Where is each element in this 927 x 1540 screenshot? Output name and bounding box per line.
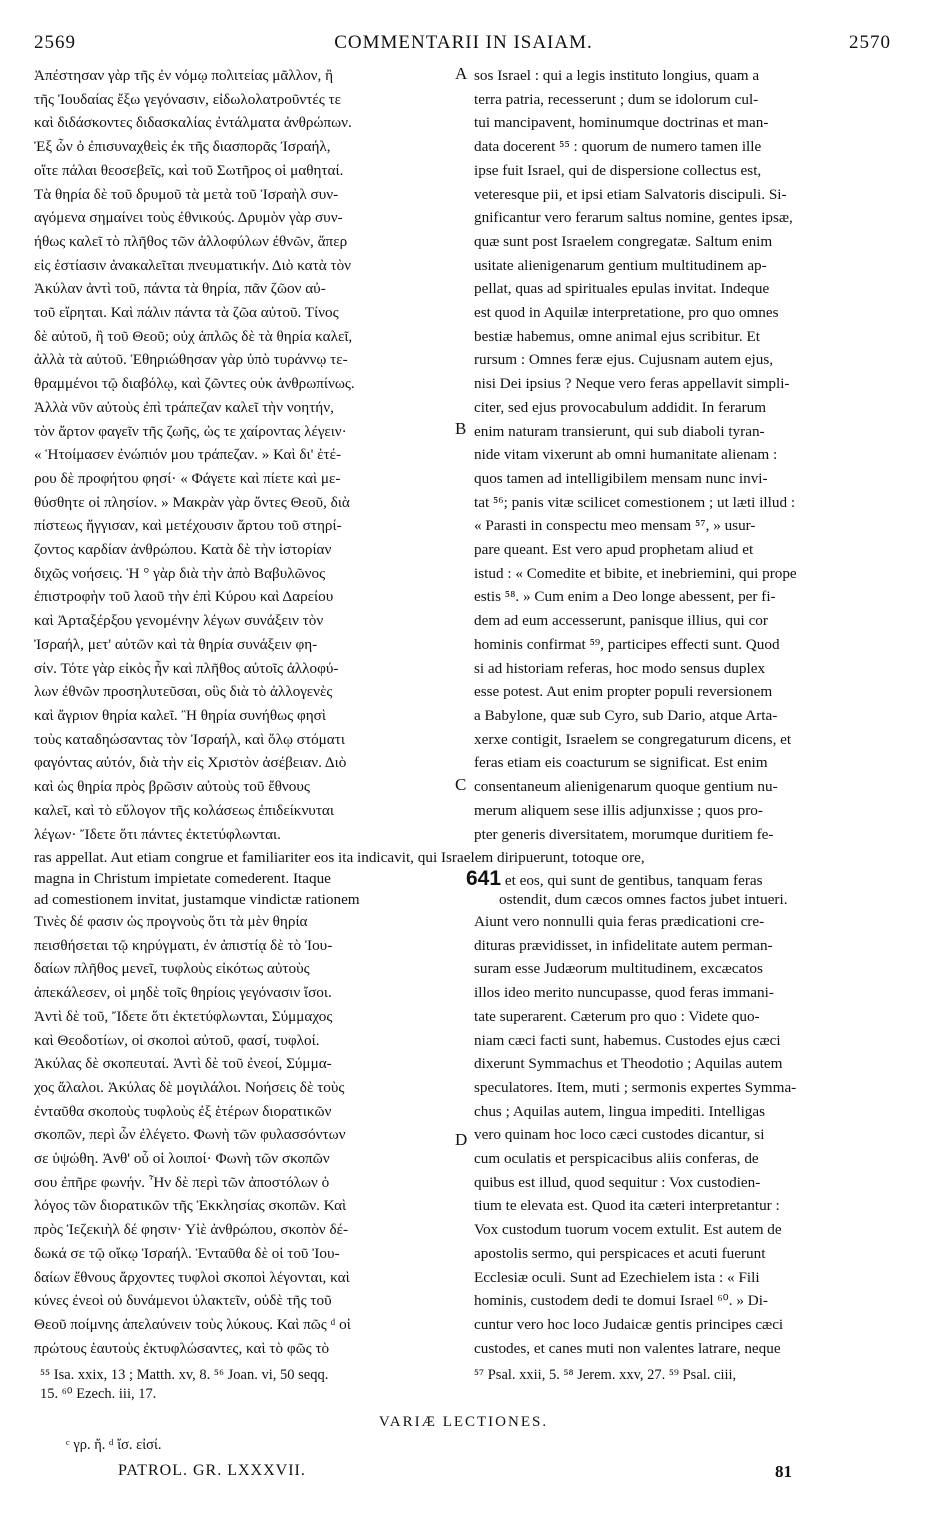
text-line: niam cæci facti sunt, habemus. Custodes ejus cæci xyxy=(474,1031,781,1049)
text-line: terra patria, recesserunt ; dum se idolorum cul- xyxy=(474,90,759,108)
text-line: Ἀκύλας δὲ σκοπευταί. Ἀντὶ δὲ τοῦ ἐνεοί, Σύμμα- xyxy=(34,1055,332,1073)
text-line: apostolis sermo, qui perspicaces et acuti fuerunt xyxy=(474,1244,766,1262)
text-line: τὸν ἄρτον φαγεῖν τῆς ζωῆς, ὡς τε χαίροντας λέγειν· xyxy=(34,422,347,440)
text-line: καὶ διδάσκοντες διδασκαλίας ἐντάλματα ἀνθρώπων. xyxy=(34,114,352,132)
text-line: Τινὲς δέ φασιν ὡς προγνοὺς ὅτι τὰ μὲν θηρία xyxy=(34,913,308,930)
text-line: feras etiam eis coacturum se significat. Est enim xyxy=(474,754,768,772)
text-line: illos ideo merito nuncupasse, quod feras immani- xyxy=(474,984,774,1002)
text-line: Ἀλλὰ νῦν αὐτοὺς ἐπὶ τράπεζαν καλεῖ τὴν νοητήν, xyxy=(34,398,334,416)
text-line: data docerent ⁵⁵ : quorum de numero tamen ille xyxy=(474,138,762,156)
text-line: pare queant. Est vero apud prophetam aliud et xyxy=(474,541,754,559)
text-line: ἐπιστροφὴν τοῦ λαοῦ τὴν ἐπὶ Κύρου καὶ Δαρείου xyxy=(34,588,334,606)
text-line: Ecclesiæ oculi. Sunt ad Ezechielem ista : « Fili xyxy=(474,1268,760,1286)
text-line: σκοπῶν, περὶ ὧν ἐλέγετο. Φωνὴ τῶν φυλασσόντων xyxy=(34,1126,346,1144)
text-line: nisi Dei ipsius ? Neque vero feras appellavit simpli- xyxy=(474,375,790,393)
text-line: καὶ ἄγριον θηρία καλεῖ. Ἢ θηρία συνήθως φησὶ xyxy=(34,706,326,724)
text-line: est quod in Aquilæ interpretatione, pro quo omnes xyxy=(474,304,779,322)
latin-column-upper xyxy=(474,64,894,846)
full-line-left: magna in Christum impietate comederent. Itaque xyxy=(34,870,331,887)
text-line: καὶ ὡς θηρία πρὸς βρῶσιν αὐτοὺς τοῦ ἔθνους xyxy=(34,778,310,796)
text-line: δαίων πλῆθος μενεῖ, τυφλοὺς εἰκότως αὐτοὺς xyxy=(34,960,310,978)
footnotes-right xyxy=(474,1366,904,1385)
text-line: estis ⁵⁸. » Cum enim a Deo longe abessent, per fi- xyxy=(474,588,776,606)
text-line: « Parasti in conspectu meo mensam ⁵⁷, » usur- xyxy=(474,517,756,535)
text-line: usitate alienigenarum gentium multitudinem ap- xyxy=(474,256,767,274)
text-line: Ἰσραήλ, μετ' αὐτῶν καὶ τὰ θηρία συνάξειν φη- xyxy=(34,635,318,653)
text-line: a Babylone, quæ sub Cyro, sub Dario, atque Arta- xyxy=(474,706,778,724)
text-line: φαγόντας αὐτόν, διὰ τὴν εἰς Χριστὸν ἀσέβειαν. Διὸ xyxy=(34,754,347,772)
text-line: consentaneum alienigenarum quoque gentium nu- xyxy=(474,778,778,796)
text-line: πεισθήσεται τῷ κηρύγματι, ἐν ἀπιστίᾳ δὲ τὸ Ἰου- xyxy=(34,936,333,954)
text-line: hominis, custodem dedi te domui Israel ⁶⁰. » Di- xyxy=(474,1292,768,1310)
text-line: διχῶς νοήσεις. Ἡ ° γὰρ διὰ τὴν ἀπὸ Βαβυλῶνος xyxy=(34,564,326,582)
text-line: ἐνταῦθα σκοποὺς τυφλοὺς ἐξ ἑτέρων διορατικῶν xyxy=(34,1102,332,1120)
text-line: πρώτους ἑαυτοὺς ἐκτυφλώσαντες, καὶ τὸ φῶς τὸ xyxy=(34,1339,330,1357)
text-line: esse potest. Aut enim propter populi reversionem xyxy=(474,683,773,701)
text-line: custodes, et canes muti non valentes latrare, neque xyxy=(474,1339,781,1357)
text-line: ζοντος καρδίαν ἀνθρώπου. Κατὰ δὲ τὴν ἱστορίαν xyxy=(34,541,332,559)
footnote-line: 15. ⁶⁰ Ezech. iii, 17. xyxy=(40,1386,157,1402)
left-column-number: 2569 xyxy=(34,32,76,53)
text-line: xerxe contigit, Israelem se congregaturum dicens, et xyxy=(474,730,792,748)
text-line: δαίων ἔθνους ἄρχοντες τυφλοὶ σκοποὶ λέγονται, καὶ xyxy=(34,1268,350,1286)
text-line: Ἀντὶ δὲ τοῦ, Ἴδετε ὅτι ἐκτετύφλωνται, Σύμμαχος xyxy=(34,1007,333,1025)
text-line: speculatores. Item, muti ; sermonis expertes Symma- xyxy=(474,1078,797,1096)
text-line: « Ἡτοίμασεν ἐνώπιόν μου τράπεζαν. » Καὶ δι' ἑτέ- xyxy=(34,446,342,464)
text-line: chus ; Aquilas autem, lingua impediti. Intelligas xyxy=(474,1102,766,1120)
variant-reading-note: ᶜ γρ. ἤ. ᵈ ἴσ. εἰσί. xyxy=(66,1437,162,1453)
text-line: δωκά σε τῷ οἴκῳ Ἰσραήλ. Ἐνταῦθα δὲ οἱ τοῦ Ἰου- xyxy=(34,1244,340,1262)
full-line: ras appellat. Aut etiam congrue et familiariter eos ita indicavit, qui Israelem diripuerunt, totoque ore, xyxy=(34,849,645,866)
text-line: ήθως καλεῖ τὸ πλῆθος τῶν ἀλλοφύλων ἐθνῶν, ἅπερ xyxy=(34,232,348,250)
text-line: σε ὑψώθη. Ἀνθ' οὗ οἱ λοιποί· Φωνὴ τῶν σκοπῶν xyxy=(34,1150,330,1168)
text-line: nide vitam vixerunt ab omni humanitate alienam : xyxy=(474,446,778,464)
text-line: θύσθητε οἱ πλησίον. » Μακρὰν γὰρ ὄντες Θεοῦ, διὰ xyxy=(34,493,350,511)
page-header xyxy=(0,32,927,60)
text-line: si ad historiam referas, hoc modo sensus duplex xyxy=(474,659,766,677)
text-line: cuntur vero hoc loco Judaicæ gentis principes cæci xyxy=(474,1315,784,1333)
text-line: τοὺς καταδηώσαντας τὸν Ἰσραήλ, καὶ ὅλῳ στόματι xyxy=(34,730,345,748)
series-signature: PATROL. GR. LXXXVII. xyxy=(118,1462,306,1479)
text-line: τῆς Ἰουδαίας ἔξω γεγόνασιν, εἰδωλολατροῦντές τε xyxy=(34,90,342,108)
text-line: πίστεως ἤγγισαν, καὶ μετέχουσιν ἄρτου τοῦ στηρί- xyxy=(34,517,342,535)
text-line: καὶ Ἀρταξέρξου γενομένην λέγων συνάξειν τὸν xyxy=(34,612,324,630)
text-line: οἵτε πάλαι θεοσεβεῖς, καὶ τοῦ Σωτῆρος οἱ μαθηταί. xyxy=(34,161,344,179)
text-line: σου ἐπῆρε φωνήν. Ἦν δὲ περὶ τῶν ἀποστόλων ὁ xyxy=(34,1173,330,1191)
greek-column-lower xyxy=(34,910,452,1360)
text-line: λων ἐθνῶν προσηλυτεῦσαι, οὓς διὰ τὸ ἀλλογενὲς xyxy=(34,683,333,701)
full-line-left: ad comestionem invitat, justamque vindictæ rationem xyxy=(34,891,360,908)
full-line-right: ostendit, dum cæcos omnes factos jubet intueri. xyxy=(499,891,788,908)
text-line: hominis confirmat ⁵⁹, participes effecti sunt. Quod xyxy=(474,635,780,653)
text-line: sos Israel : qui a legis instituto longius, quam a xyxy=(474,67,760,84)
latin-column-lower xyxy=(474,910,894,1360)
footnote-line: ⁵⁷ Psal. xxii, 5. ⁵⁸ Jerem. xxv, 27. ⁵⁹ Psal. ciii, xyxy=(474,1367,737,1383)
text-line: quæ sunt post Israelem congregatæ. Saltum enim xyxy=(474,232,773,250)
text-line: cum oculatis et perspicacibus aliis conferas, de xyxy=(474,1150,759,1168)
text-line: quibus est illud, quod sequitur : Vox custodien- xyxy=(474,1173,761,1191)
text-line: Ἐξ ὧν ὁ ἐπισυναχθεὶς ἐκ τῆς διασπορᾶς Ἰσραήλ, xyxy=(34,138,331,156)
text-line: rursum : Omnes feræ ejus. Cujusnam autem ejus, xyxy=(474,351,774,369)
footnotes-left xyxy=(40,1366,460,1404)
page-number: 81 xyxy=(775,1462,792,1481)
text-line: dituras prævidisset, in infidelitate autem perman- xyxy=(474,936,773,954)
text-line: Τὰ θηρία δὲ τοῦ δρυμοῦ τὰ μετὰ τοῦ Ἰσραὴλ συν- xyxy=(34,185,339,203)
text-line: λέγων· Ἴδετε ὅτι πάντες ἐκτετύφλωνται. xyxy=(34,825,281,843)
text-line: ρου δὲ προφήτου φησί· « Φάγετε καὶ πίετε καὶ με- xyxy=(34,469,341,487)
text-line: bestiæ habemus, omne animal ejus scribitur. Et xyxy=(474,327,760,345)
text-line: καλεῖ, καὶ τὸ εὔλογον τῆς κολάσεως ἐπιδείκνυται xyxy=(34,801,334,819)
text-line: dem ad eum accesserunt, panisque illius, qui cor xyxy=(474,612,768,630)
variae-lectiones-heading: VARIÆ LECTIONES. xyxy=(378,1414,549,1430)
text-line: αγόμενα σημαίνει τοὺς ἐθνικούς. Δρυμὸν γὰρ συν- xyxy=(34,209,343,227)
full-line xyxy=(34,889,896,910)
text-line: σίν. Τότε γὰρ εἰκὸς ἦν καὶ πλῆθος αὐτοῖς ἀλλοφύ- xyxy=(34,659,339,677)
text-line: suram esse Judæorum multitudinem, excæcatos xyxy=(474,960,763,978)
full-width-latin-lines xyxy=(34,847,896,910)
text-line: tate superarent. Cæterum pro quo : Videte quo- xyxy=(474,1007,760,1025)
text-line: pter generis diversitatem, morumque duritiem fe- xyxy=(474,825,774,843)
text-line: istud : « Comedite et bibite, et inebriemini, qui prope xyxy=(474,564,797,582)
text-line: ipse fuit Israel, qui de dispersione collectus est, xyxy=(474,161,762,179)
running-title: COMMENTARII IN ISAIAM. xyxy=(334,32,593,53)
text-line: καὶ Θεοδοτίων, οἱ σκοποὶ αὐτοῦ, φασί, τυφλοί. xyxy=(34,1031,320,1049)
text-line: τοῦ εἴρηται. Καὶ πάλιν πάντα τὰ ζῶα αὐτοῦ. Τίνος xyxy=(34,304,339,322)
text-line: δὲ αὐτοῦ, ἢ τοῦ Θεοῦ; οὐχ ἁπλῶς δὲ τὰ θηρία καλεῖ, xyxy=(34,327,353,345)
right-column-number: 2570 xyxy=(849,32,891,53)
text-line: tui mancipavent, hominumque doctrinas et man- xyxy=(474,114,769,132)
text-line: enim naturam transierunt, qui sub diaboli tyran- xyxy=(474,422,765,440)
text-line: dixerunt Symmachus et Theodotio ; Aquilas autem xyxy=(474,1055,783,1073)
text-line: pellat, quas ad spirituales epulas invitat. Indeque xyxy=(474,280,770,298)
text-line: ἀλλὰ τὰ αὐτοῦ. Ἐθηριώθησαν γὰρ ὑπὸ τυράννῳ τε- xyxy=(34,351,348,369)
text-line: Aiunt vero nonnulli quia feras prædicationi cre- xyxy=(474,913,765,930)
text-line: λόγος τῶν διορατικῶν τῆς Ἐκκλησίας σκοπῶν. Καὶ xyxy=(34,1197,347,1215)
text-line: Θεοῦ ποίμνης ἀπελαύνειν τοὺς λύκους. Καὶ πῶς ᵈ οἱ xyxy=(34,1315,351,1333)
margin-marker-d: D xyxy=(455,1130,468,1149)
text-line: ἀπεκάλεσεν, οἱ μηδὲ τοῖς θηρίοις γεγόνασιν ἴσοι. xyxy=(34,984,332,1002)
margin-marker-b: B xyxy=(455,419,467,438)
text-line: Vox custodum tuorum vocem extulit. Est autem de xyxy=(474,1221,782,1239)
text-line: Ἀκύλαν ἀντὶ τοῦ, πάντα τὰ θηρία, πᾶν ζῶον αὐ- xyxy=(34,280,326,298)
text-line: κύνες ἐνεοὶ οὐ δυνάμενοι ὑλακτεῖν, οὐδὲ τῆς τοῦ xyxy=(34,1292,332,1310)
text-line: veteresque pii, et ipsi etiam Salvatoris discipuli. Si- xyxy=(474,185,787,203)
text-line: citer, sed ejus provocabulum addidit. In ferarum xyxy=(474,398,767,416)
text-line: gnificantur vero ferarum saltus nomine, gentes ipsæ, xyxy=(474,209,793,227)
text-line: θραμμένοι τῷ διαβόλῳ, καὶ ζῶντες οὐκ ἀνθρωπίνως. xyxy=(34,375,355,393)
text-line: vero quinam hoc loco cæci custodes dicantur, si xyxy=(474,1126,765,1144)
footnote-line: ⁵⁵ Isa. xxix, 13 ; Matth. xv, 8. ⁵⁶ Joan. vi, 50 seqq. xyxy=(40,1367,329,1383)
text-line: quos tamen ad intelligibilem mensam nunc invi- xyxy=(474,469,768,487)
column-number-641: 641 et eos, qui sunt de gentibus, tanquam feras xyxy=(466,867,763,890)
text-line: tium te elevata est. Quod ita cæteri interpretantur : xyxy=(474,1197,780,1215)
text-line: tat ⁵⁶; panis vitæ scilicet comestionem ; ut læti illud : xyxy=(474,493,796,511)
text-line: πρὸς Ἰεζεκιὴλ δέ φησιν· Υἱὲ ἀνθρώπου, σκοπὸν δέ- xyxy=(34,1221,349,1239)
greek-column-upper xyxy=(34,64,452,846)
margin-marker-c: C xyxy=(455,775,467,794)
text-line: χος ἄλαλοι. Ἀκύλας δὲ μογιλάλοι. Νοήσεις δὲ τοὺς xyxy=(34,1078,345,1096)
text-line: merum aliquem sese illis adjunxisse ; quos pro- xyxy=(474,801,763,819)
text-line: Ἀπέστησαν γὰρ τῆς ἐν νόμῳ πολιτείας μᾶλλον, ἢ xyxy=(34,67,334,84)
text-line: εἰς ἑστίασιν ἀνακαλεῖται πνευματικήν. Διὸ κατὰ τὸν xyxy=(34,256,352,274)
margin-marker-a: A xyxy=(455,64,468,83)
full-line xyxy=(34,868,896,889)
